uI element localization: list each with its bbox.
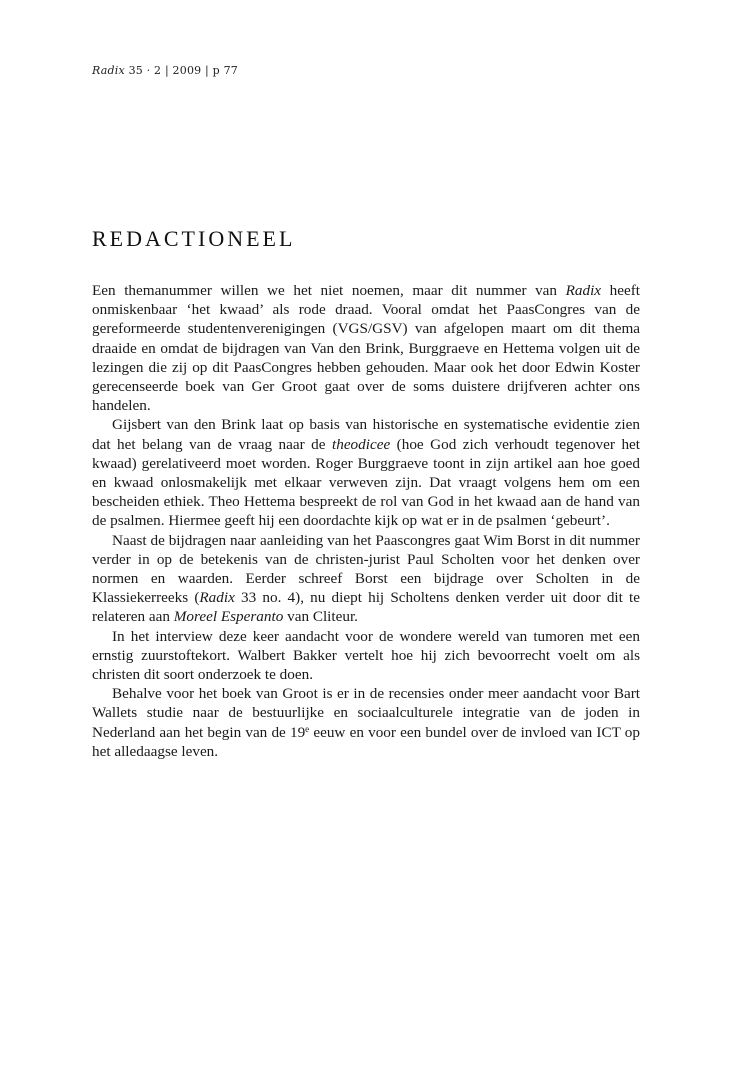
text-run: (hoe God zich verhoudt tegenover het kwaad) gerelativeerd moet worden. Roger Burggraeve toont in zijn artikel aan hoe goed en kwaad onlosmakelijk met elkaar verweven zijn. Dat vraagt volgens hem om een bescheiden ethiek. Theo Hettema bespreekt de rol van God in het kwaad aan de hand van de psalmen. Hiermee geeft hij een doordachte kijk op wat er in de psalmen ‘gebeurt’. (92, 435, 640, 530)
text-run: van Cliteur. (283, 608, 358, 626)
text-run: Een themanummer willen we het niet noemen, maar dit nummer van (92, 282, 566, 299)
text-run: 33 no. 4), nu diept hij Scholtens denken verder uit door dit te relateren aan (92, 589, 640, 626)
italic-book-title: Moreel Esperanto (173, 608, 284, 626)
text-run: eeuw en voor een bundel over de invloed van ICT op het alledaagse leven. (92, 723, 640, 760)
issue-info: 35 · 2 | 2009 | p 77 (128, 64, 238, 77)
text-run: Naast de bijdragen naar aanleiding van het Paascongres gaat Wim Borst in dit nummer verder in op de betekenis van de christen-jurist Paul Scholten voor het denken over normen en waarden. Eerder schreef Borst een bijdrage over Scholten in de Klassiekerreeks ( (92, 531, 640, 607)
paragraph-5 (92, 684, 640, 761)
text-run: In het interview deze keer aandacht voor de wondere wereld van tumoren met een ernstig zuurstoftekort. Walbert Bakker vertelt hoe hij zich bevoorrecht voelt om als christen dit soort onderzoek te doen. (92, 627, 640, 684)
journal-name: Radix (92, 64, 125, 77)
running-header (92, 64, 238, 77)
paragraph-1 (92, 281, 640, 415)
italic-term: theodicee (332, 435, 391, 453)
page-title: REDACTIONEEL (92, 226, 296, 251)
text-run: heeft onmiskenbaar ‘het kwaad’ als rode draad. Vooral omdat het PaasCongres van de gereformeerde studentenverenigingen (VGS/GSV) van afgelopen maart om dit thema draaide en omdat de bijdragen van Van den Brink, Burggraeve en Hettema volgen uit de lezingen die zij op dit PaasCongres hebben gehouden. Maar ook het door Edwin Koster gerecenseerde boek van Ger Groot gaat over de soms duistere drijfveren achter ons handelen. (92, 282, 640, 415)
superscript: e (305, 723, 310, 734)
italic-journal-name: Radix (565, 282, 602, 299)
paragraph-2 (92, 415, 640, 530)
italic-journal-name: Radix (199, 589, 235, 607)
paragraph-4 (92, 627, 640, 685)
text-run: Behalve voor het boek van Groot is er in de recensies onder meer aandacht voor Bart Wallets studie naar de bestuurlijke en sociaalculturele integratie van de joden in Nederland aan het begin van de 19 (92, 685, 640, 741)
editorial-body (92, 281, 640, 761)
paragraph-3 (92, 531, 640, 627)
text-run: Gijsbert van den Brink laat op basis van historische en systematische evidentie zien dat het belang van de vraag naar de (92, 416, 640, 453)
